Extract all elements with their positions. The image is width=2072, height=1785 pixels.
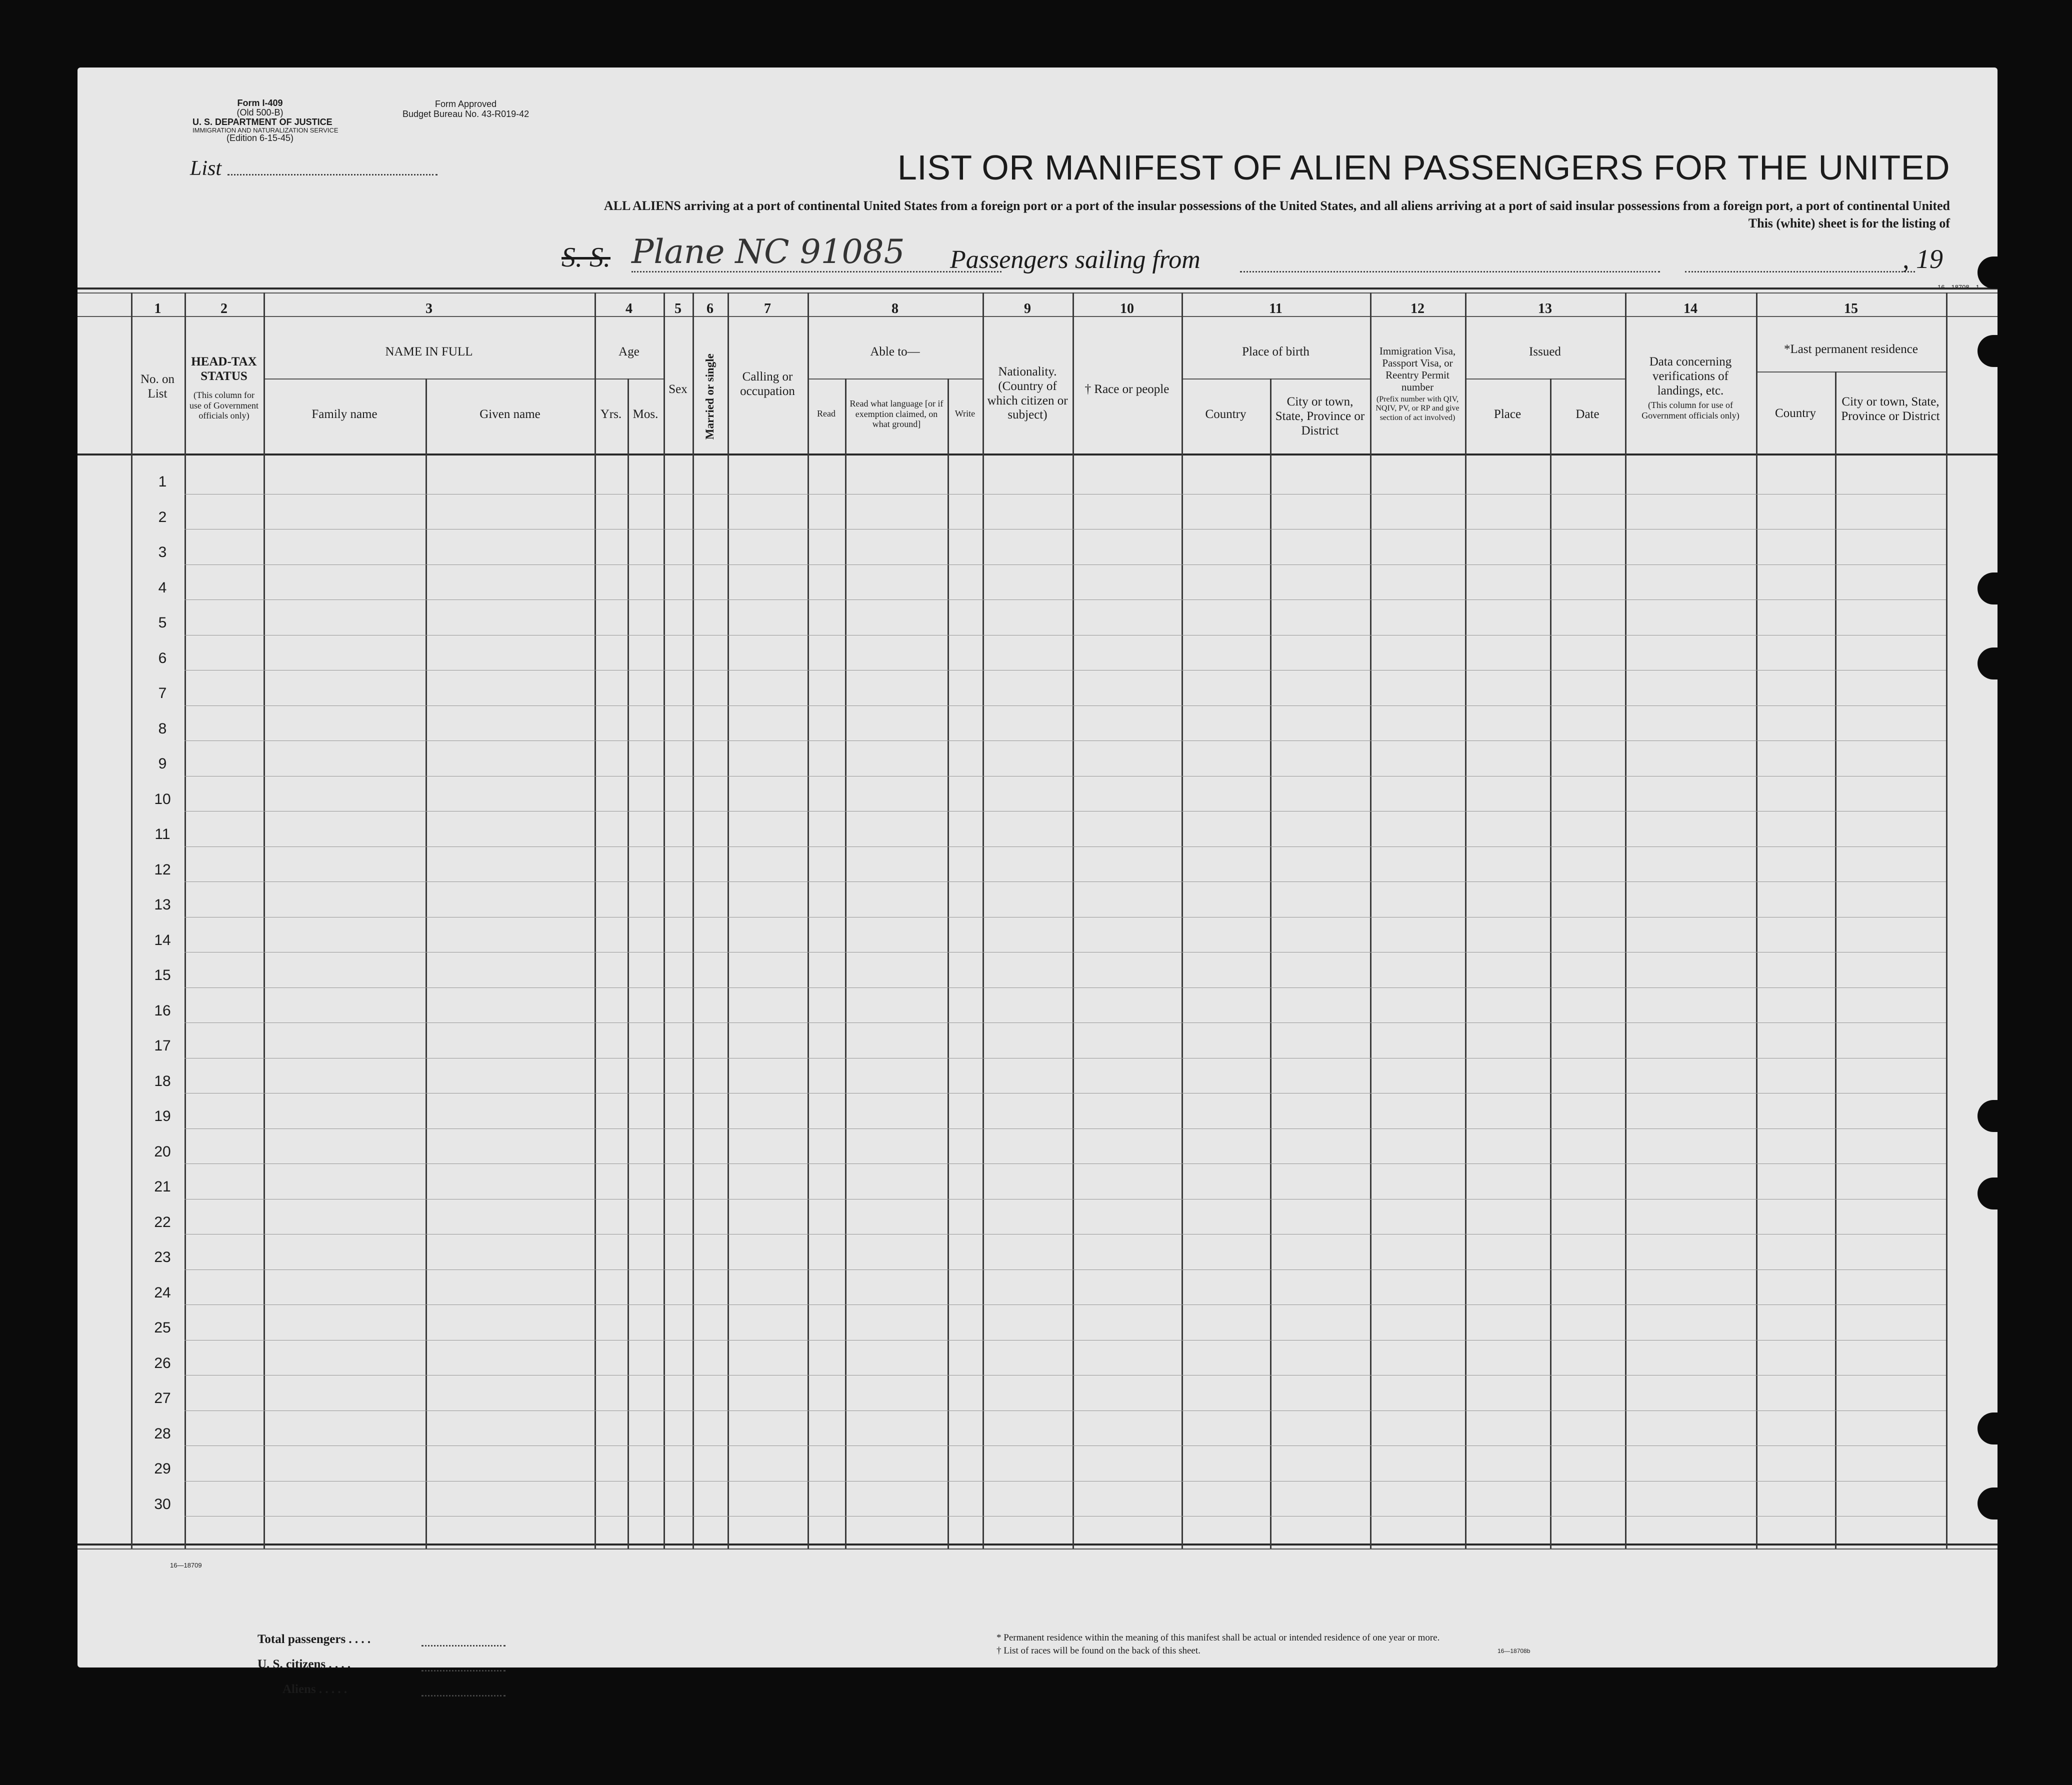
footer-aliens-line bbox=[422, 1695, 506, 1696]
hdr-read: Read bbox=[817, 408, 836, 418]
binding-hole bbox=[1978, 256, 2018, 288]
col-line bbox=[184, 292, 186, 1548]
row-number: 6 bbox=[158, 650, 167, 666]
hdr-birth-country: Country bbox=[1205, 408, 1246, 421]
year-label: , 19 bbox=[1902, 244, 1943, 274]
row-rule bbox=[184, 917, 1946, 918]
sailing-from-label: Passengers sailing from bbox=[950, 246, 1200, 274]
row-number: 7 bbox=[158, 685, 167, 702]
list-label: List bbox=[190, 157, 222, 180]
col-line bbox=[1625, 292, 1626, 1548]
hdr-family-name: Family name bbox=[312, 408, 378, 421]
colnum-12: 12 bbox=[1410, 301, 1424, 316]
row-number: 15 bbox=[154, 967, 171, 984]
hdr-write: Write bbox=[954, 408, 976, 418]
hdr-calling: Calling or occupation bbox=[740, 370, 795, 398]
col-line bbox=[264, 292, 265, 1548]
col-line bbox=[1072, 292, 1074, 1548]
form-approved: Form Approved bbox=[435, 99, 497, 109]
manifest-sheet bbox=[78, 68, 1998, 1696]
col-line bbox=[845, 378, 846, 1548]
hdr-head-tax-note: (This column for use of Government officials only) bbox=[190, 390, 258, 421]
col-line bbox=[628, 378, 629, 1548]
colnum-8: 8 bbox=[892, 301, 898, 316]
row-number: 27 bbox=[154, 1390, 171, 1406]
hdr-age: Age bbox=[618, 345, 640, 358]
binding-hole bbox=[1978, 572, 2018, 604]
row-number: 8 bbox=[158, 720, 167, 737]
row-number: 3 bbox=[158, 544, 167, 560]
footer-aliens-label: Aliens . . . . . bbox=[282, 1682, 348, 1696]
row-number: 10 bbox=[154, 791, 171, 808]
sailing-from-line bbox=[1240, 271, 1660, 272]
hdr-issued-date: Date bbox=[1576, 408, 1600, 421]
binding-hole bbox=[1978, 1488, 2018, 1520]
budget-bureau: Budget Bureau No. 43-R019-42 bbox=[402, 108, 530, 119]
subtitle-line-1: ALL ALIENS arriving at a port of continental United States from a foreign port or a port of the insular possessions of the United States, and all aliens arriving at a port of said insular possessions from a foreign port, a port of continental United bbox=[604, 198, 1950, 213]
row-rule bbox=[184, 740, 1946, 741]
hdr-visa-note: (Prefix number with QIV, NQIV, PV, or RP and give section of act involved) bbox=[1376, 395, 1460, 422]
footnote-residence: * Permanent residence within the meaning of this manifest shall be actual or intended residence of one year or more. bbox=[996, 1632, 1440, 1643]
table-bottom-rule-2 bbox=[78, 1548, 1998, 1550]
page-title: LIST OR MANIFEST OF ALIEN PASSENGERS FOR THE UNITED bbox=[897, 148, 1950, 187]
hdr-no-on-list: No. on List bbox=[140, 372, 175, 400]
hdr-yrs: Yrs. bbox=[600, 408, 622, 421]
table-top-rule-2 bbox=[78, 292, 1998, 294]
row-rule bbox=[184, 1093, 1946, 1094]
binding-hole bbox=[1978, 1412, 2018, 1444]
col-line bbox=[426, 378, 427, 1548]
table-bottom-rule bbox=[78, 1544, 1998, 1546]
col-line bbox=[982, 292, 984, 1548]
binding-hole bbox=[1978, 648, 2018, 680]
footer-total-label: Total passengers . . . . bbox=[258, 1632, 371, 1646]
row-rule bbox=[184, 1128, 1946, 1129]
col-line bbox=[692, 292, 694, 1548]
row-number: 20 bbox=[154, 1144, 171, 1160]
form-old-number: (Old 500-B) bbox=[236, 107, 284, 118]
row-number: 17 bbox=[154, 1038, 171, 1054]
row-number: 19 bbox=[154, 1108, 171, 1124]
row-number: 14 bbox=[154, 932, 171, 948]
age-subrule bbox=[594, 378, 664, 380]
footnote-races: † List of races will be found on the back of this sheet. bbox=[996, 1646, 1200, 1656]
colnum-7: 7 bbox=[764, 301, 771, 316]
sailing-date-line bbox=[1685, 271, 1915, 272]
colnum-1: 1 bbox=[154, 301, 162, 316]
row-rule bbox=[184, 846, 1946, 847]
row-rule bbox=[184, 811, 1946, 812]
row-number: 5 bbox=[158, 614, 167, 631]
name-subrule bbox=[264, 378, 594, 380]
hdr-issued-place: Place bbox=[1494, 408, 1522, 421]
row-number: 9 bbox=[158, 756, 167, 772]
col-line bbox=[808, 292, 809, 1548]
row-number: 25 bbox=[154, 1320, 171, 1336]
hdr-last-residence: *Last permanent residence bbox=[1784, 342, 1918, 356]
row-rule bbox=[184, 1304, 1946, 1305]
row-number: 11 bbox=[154, 826, 170, 842]
col-line bbox=[594, 292, 596, 1548]
form-id-block bbox=[192, 98, 338, 144]
hdr-race: † Race or people bbox=[1084, 382, 1170, 396]
colnum-10: 10 bbox=[1120, 301, 1134, 316]
row-number: 26 bbox=[154, 1355, 171, 1372]
form-service: IMMIGRATION AND NATURALIZATION SERVICE bbox=[192, 126, 338, 134]
col-line bbox=[1270, 378, 1272, 1548]
hdr-place-of-birth: Place of birth bbox=[1242, 345, 1310, 358]
hdr-married-single: Married or single bbox=[703, 354, 716, 440]
row-number: 24 bbox=[154, 1284, 171, 1301]
print-code-bottom-right: 16—18708b bbox=[1498, 1648, 1530, 1654]
issued-subrule bbox=[1465, 378, 1625, 380]
row-rule bbox=[184, 635, 1946, 636]
row-number: 18 bbox=[154, 1073, 171, 1090]
binding-hole bbox=[1978, 1100, 2018, 1132]
hdr-head-tax: HEAD-TAX STATUS bbox=[191, 355, 257, 383]
hdr-able-to: Able to— bbox=[870, 345, 920, 358]
ss-handwritten-entry: Plane NC 91085 bbox=[632, 232, 905, 271]
col-line bbox=[664, 292, 665, 1548]
colnum-14: 14 bbox=[1684, 301, 1698, 316]
print-code-bottom-left: 16—18709 bbox=[170, 1562, 202, 1569]
col-line bbox=[1946, 292, 1948, 1548]
row-number: 29 bbox=[154, 1460, 171, 1477]
colnum-5: 5 bbox=[674, 301, 682, 316]
row-rule bbox=[184, 1199, 1946, 1200]
col-line bbox=[1465, 292, 1466, 1548]
ss-line bbox=[632, 271, 1002, 272]
ss-printed-label: S. S. bbox=[562, 242, 610, 273]
hdr-nationality: Nationality. (Country of which citizen or subject) bbox=[987, 365, 1068, 422]
col-line bbox=[131, 292, 132, 1548]
footer-total-line bbox=[422, 1645, 506, 1646]
col-line bbox=[728, 292, 729, 1548]
row-number: 12 bbox=[154, 862, 171, 878]
colnum-15: 15 bbox=[1844, 301, 1858, 316]
row-rule bbox=[184, 1481, 1946, 1482]
binding-hole bbox=[1978, 335, 2018, 367]
row-number: 22 bbox=[154, 1214, 171, 1230]
hdr-res-country: Country bbox=[1775, 406, 1816, 420]
row-rule bbox=[184, 1410, 1946, 1411]
list-line bbox=[228, 174, 438, 176]
row-number: 4 bbox=[158, 580, 167, 596]
hdr-name-in-full: NAME IN FULL bbox=[385, 345, 473, 358]
col-line bbox=[1550, 378, 1552, 1548]
row-number: 28 bbox=[154, 1426, 171, 1442]
row-number: 2 bbox=[158, 509, 167, 526]
row-number: 21 bbox=[154, 1178, 171, 1195]
form-department: U. S. DEPARTMENT OF JUSTICE bbox=[192, 116, 332, 127]
colnum-6: 6 bbox=[706, 301, 714, 316]
hdr-birth-city: City or town, State, Province or District bbox=[1275, 395, 1365, 438]
colnum-9: 9 bbox=[1024, 301, 1031, 316]
col-line bbox=[1835, 372, 1836, 1548]
hdr-data-concerning: Data concerning verifications of landings, etc. bbox=[1649, 355, 1732, 398]
col-line bbox=[1370, 292, 1372, 1548]
footer-citizens-label: U. S. citizens . . . . bbox=[258, 1658, 351, 1671]
hdr-res-city: City or town, State, Province or District bbox=[1841, 395, 1940, 423]
hdr-mos: Mos. bbox=[632, 408, 658, 421]
row-rule bbox=[184, 1375, 1946, 1376]
colnum-3: 3 bbox=[426, 301, 432, 316]
table-top-rule bbox=[78, 288, 1998, 290]
row-number: 23 bbox=[154, 1249, 171, 1266]
row-number: 1 bbox=[158, 474, 167, 490]
subtitle-line-2: This (white) sheet is for the listing of bbox=[1748, 216, 1950, 230]
form-edition: (Edition 6-15-45) bbox=[226, 133, 294, 144]
hdr-read-what: Read what language [or if exemption claimed, on what ground] bbox=[850, 398, 944, 430]
binding-hole bbox=[1978, 1178, 2018, 1210]
hdr-data-note: (This column for use of Government officials only) bbox=[1642, 400, 1740, 420]
colnum-2: 2 bbox=[220, 301, 228, 316]
col-line bbox=[948, 378, 949, 1548]
row-rule bbox=[184, 1022, 1946, 1023]
able-subrule bbox=[808, 378, 982, 380]
row-number: 30 bbox=[154, 1496, 171, 1512]
hdr-issued: Issued bbox=[1529, 345, 1561, 358]
row-rule bbox=[184, 564, 1946, 565]
colnum-4: 4 bbox=[626, 301, 632, 316]
birth-subrule bbox=[1182, 378, 1370, 380]
colnum-11: 11 bbox=[1269, 301, 1282, 316]
row-rule bbox=[184, 529, 1946, 530]
col-line bbox=[1182, 292, 1183, 1548]
form-approval bbox=[402, 100, 529, 120]
form-number: Form I-409 bbox=[237, 98, 283, 108]
hdr-given-name: Given name bbox=[480, 408, 540, 421]
colnum-13: 13 bbox=[1538, 301, 1552, 316]
row-number: 16 bbox=[154, 1002, 171, 1019]
row-number: 13 bbox=[154, 896, 171, 913]
hdr-visa: Immigration Visa, Passport Visa, or Reentry Permit number bbox=[1379, 345, 1456, 394]
col-line bbox=[1756, 292, 1758, 1548]
hdr-sex: Sex bbox=[668, 382, 688, 396]
header-bottom-rule bbox=[78, 454, 1998, 456]
footer-citizens-line bbox=[422, 1670, 506, 1672]
